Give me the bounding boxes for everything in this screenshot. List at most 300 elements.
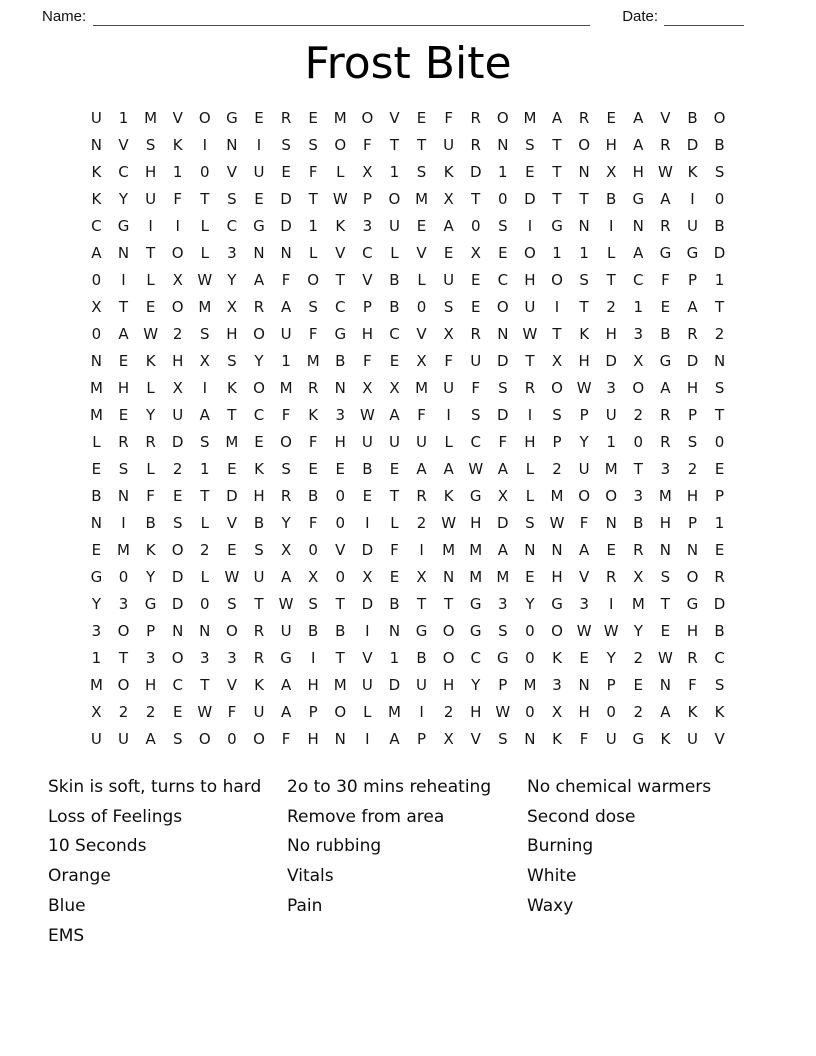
grid-cell-r24c14: X [443,729,454,748]
grid-cell-r21c16: G [497,648,509,667]
grid-cell-r15c3: F [146,486,155,505]
grid-cell-r15c18: M [550,486,564,505]
grid-cell-r10c9: M [306,351,320,370]
grid-cell-r15c9: B [308,486,319,505]
grid-cell-r21c1: 1 [91,648,102,667]
grid-cell-r23c3: 2 [145,702,156,721]
grid-cell-r19c11: D [361,594,374,613]
grid-cell-r20c2: O [117,621,130,640]
grid-cell-r11c14: U [443,378,455,397]
grid-cell-r6c22: G [659,243,672,262]
grid-cell-r6c7: N [253,243,265,262]
grid-cell-r3c21: H [632,162,644,181]
grid-cell-r23c9: P [308,702,318,721]
word-list-item: Burning [527,836,594,857]
grid-cell-r10c20: D [605,351,617,370]
grid-cell-r19c15: G [469,594,482,613]
grid-cell-r12c5: A [199,405,210,424]
grid-cell-r15c2: N [117,486,130,505]
grid-cell-r16c12: L [390,513,399,532]
grid-cell-r9c1: 0 [91,324,102,343]
grid-cell-r10c14: F [444,351,453,370]
grid-cell-r5c15: 0 [470,216,481,235]
grid-cell-r4c6: S [227,189,237,208]
grid-cell-r14c3: L [146,459,155,478]
grid-cell-r14c8: S [281,459,291,478]
grid-cell-r11c20: 3 [606,378,616,397]
grid-cell-r4c2: Y [118,189,129,208]
grid-cell-r19c5: 0 [200,594,210,613]
grid-cell-r7c6: Y [227,270,237,289]
grid-cell-r20c17: 0 [525,621,535,640]
grid-cell-r10c6: S [227,351,237,370]
grid-cell-r5c17: I [527,216,533,235]
grid-cell-r11c22: A [660,378,671,397]
grid-cell-r7c22: F [661,270,670,289]
grid-cell-r12c20: U [605,405,617,424]
grid-cell-r17c9: 0 [308,540,318,559]
grid-cell-r6c3: T [146,243,156,262]
grid-cell-r3c16: 1 [498,162,508,181]
grid-cell-r6c18: 1 [552,243,562,262]
grid-cell-r17c16: A [497,540,508,559]
grid-cell-r23c19: H [578,702,590,721]
grid-cell-r24c24: V [714,729,725,748]
grid-cell-r19c9: S [308,594,318,613]
grid-cell-r20c21: Y [633,621,643,640]
grid-cell-r3c10: L [336,162,345,181]
grid-cell-r6c12: L [390,243,399,262]
word-list-item: Blue [48,895,86,916]
grid-cell-r8c17: U [524,297,536,316]
grid-cell-r13c20: 1 [606,432,616,451]
grid-cell-r9c11: H [361,324,373,343]
grid-cell-r10c21: X [633,351,644,370]
grid-cell-r9c2: A [118,324,129,343]
grid-cell-r13c21: 0 [633,432,644,451]
grid-cell-r14c22: 3 [660,459,671,478]
grid-cell-r21c9: I [310,648,316,667]
grid-cell-r12c13: F [417,405,426,424]
grid-cell-r14c6: E [227,459,237,478]
grid-cell-r6c14: E [443,243,454,262]
grid-cell-r12c9: K [308,405,319,424]
grid-cell-r22c22: N [659,675,671,694]
grid-cell-r8c9: S [308,297,318,316]
grid-cell-r16c19: F [579,513,589,532]
grid-cell-r15c15: G [469,486,482,505]
grid-cell-r8c22: E [660,297,671,316]
grid-cell-r2c5: I [202,135,208,154]
grid-cell-r5c9: 1 [308,216,318,235]
grid-cell-r18c12: E [389,567,400,586]
grid-cell-r12c17: I [527,405,533,424]
grid-cell-r14c7: K [254,459,264,478]
grid-cell-r16c2: I [121,513,126,532]
word-list-item: Vitals [287,866,334,887]
grid-cell-r4c19: T [579,189,589,208]
word-list-item: Orange [48,866,111,887]
grid-cell-r22c4: C [172,675,183,694]
grid-cell-r7c4: X [172,270,183,289]
grid-cell-r16c5: L [200,513,209,532]
grid-cell-r7c2: I [121,270,126,289]
grid-cell-r2c13: T [416,135,427,154]
grid-cell-r24c19: F [579,729,589,748]
grid-cell-r24c5: O [198,729,211,748]
grid-cell-r4c13: M [415,189,429,208]
grid-cell-r24c11: I [365,729,370,748]
grid-cell-r21c14: O [442,648,455,667]
grid-cell-r16c15: H [470,513,482,532]
grid-cell-r13c17: H [524,432,536,451]
grid-cell-r1c14: F [444,108,453,127]
grid-cell-r18c22: S [660,567,671,586]
name-label: Name: [42,8,87,25]
grid-cell-r16c3: B [145,513,156,532]
grid-cell-r22c15: Y [471,675,481,694]
grid-cell-r13c24: 0 [714,432,725,451]
grid-cell-r10c18: X [551,351,563,370]
grid-cell-r19c4: D [171,594,184,613]
grid-cell-r23c8: A [280,702,292,721]
grid-cell-r16c1: N [90,513,103,532]
grid-cell-r10c12: E [389,351,400,370]
grid-cell-r4c22: A [660,189,671,208]
grid-cell-r1c4: V [172,108,183,127]
grid-cell-r5c10: K [335,216,346,235]
grid-cell-r6c16: E [498,243,508,262]
grid-cell-r12c21: 2 [633,405,644,424]
grid-cell-r8c4: O [171,297,184,316]
grid-cell-r15c17: L [525,486,535,505]
grid-cell-r11c24: S [714,378,725,397]
grid-cell-r13c3: R [145,432,156,451]
grid-cell-r23c20: 0 [606,702,616,721]
grid-cell-r17c15: M [469,540,483,559]
grid-cell-r15c14: K [443,486,454,505]
grid-cell-r7c18: O [551,270,563,289]
grid-cell-r12c1: M [89,405,103,424]
grid-cell-r22c21: E [633,675,644,694]
grid-cell-r12c2: E [118,405,129,424]
grid-cell-r23c7: U [253,702,265,721]
grid-cell-r20c11: I [365,621,370,640]
grid-cell-r3c2: C [118,162,129,181]
grid-cell-r2c11: F [363,135,372,154]
grid-cell-r13c12: U [388,432,400,451]
grid-cell-r5c3: I [148,216,153,235]
grid-cell-r23c1: X [91,702,102,721]
grid-cell-r20c9: B [308,621,319,640]
grid-cell-r4c15: T [471,189,481,208]
grid-cell-r4c12: O [388,189,401,208]
grid-cell-r8c10: C [335,297,346,316]
grid-cell-r4c10: W [332,189,348,208]
grid-cell-r14c21: T [633,459,643,478]
grid-cell-r13c10: H [334,432,346,451]
grid-cell-r3c23: K [687,162,698,181]
grid-cell-r17c24: E [714,540,725,559]
grid-cell-r21c8: G [280,648,292,667]
grid-cell-r2c21: A [633,135,644,154]
grid-cell-r16c23: P [687,513,697,532]
grid-cell-r3c20: X [606,162,617,181]
grid-cell-r9c3: W [143,324,159,343]
grid-cell-r10c22: G [659,351,672,370]
grid-cell-r5c6: C [226,216,238,235]
grid-cell-r3c6: V [226,162,238,181]
grid-cell-r3c13: S [416,162,427,181]
grid-cell-r9c14: X [443,324,454,343]
grid-cell-r5c8: D [280,216,292,235]
grid-cell-r10c4: H [172,351,184,370]
grid-cell-r3c5: 0 [200,162,210,181]
grid-cell-r5c1: C [91,216,102,235]
grid-cell-r14c9: E [308,459,318,478]
grid-cell-r15c6: D [226,486,238,505]
grid-cell-r8c14: S [443,297,454,316]
grid-cell-r11c18: O [551,378,563,397]
grid-cell-r23c21: 2 [633,702,644,721]
grid-cell-r18c1: G [90,567,103,586]
grid-cell-r17c11: D [361,540,374,559]
grid-cell-r24c21: G [632,729,645,748]
grid-cell-r16c14: W [441,513,457,532]
word-list-item: 2o to 30 mins reheating [287,777,492,797]
grid-cell-r5c2: G [117,216,130,235]
grid-cell-r1c23: B [687,108,698,127]
grid-cell-r19c6: S [227,594,237,613]
grid-cell-r11c5: I [202,378,208,397]
grid-cell-r17c10: V [335,540,346,559]
grid-cell-r24c6: 0 [227,729,237,748]
grid-cell-r15c12: T [389,486,400,505]
grid-cell-r23c6: F [227,702,237,721]
grid-cell-r2c15: R [470,135,481,154]
grid-cell-r24c1: U [90,729,102,748]
grid-cell-r18c2: 0 [118,567,129,586]
grid-cell-r6c10: V [335,243,346,262]
grid-cell-r22c11: U [361,675,373,694]
grid-cell-r13c16: F [498,432,508,451]
grid-cell-r22c13: U [416,675,428,694]
grid-cell-r8c21: 1 [633,297,644,316]
grid-cell-r7c5: W [197,270,213,289]
grid-cell-r1c12: V [389,108,400,127]
grid-cell-r22c9: H [307,675,319,694]
grid-cell-r13c7: E [254,432,264,451]
grid-cell-r6c17: O [524,243,536,262]
grid-cell-r2c4: K [172,135,183,154]
grid-cell-r8c6: X [226,297,238,316]
grid-cell-r11c4: X [172,378,183,397]
grid-cell-r10c2: E [118,351,129,370]
grid-cell-r11c15: F [471,378,481,397]
grid-cell-r15c10: 0 [335,486,346,505]
grid-cell-r4c7: E [254,189,264,208]
grid-cell-r5c16: S [498,216,508,235]
grid-cell-r15c8: R [280,486,292,505]
grid-cell-r15c20: O [605,486,618,505]
grid-cell-r10c19: H [578,351,590,370]
grid-cell-r2c14: U [443,135,455,154]
grid-cell-r4c3: U [145,189,157,208]
grid-cell-r22c7: K [254,675,264,694]
grid-cell-r8c2: T [118,297,129,316]
grid-cell-r12c4: U [172,405,184,424]
grid-cell-r11c7: O [253,378,265,397]
grid-cell-r1c1: U [90,108,102,127]
grid-cell-r5c12: U [388,216,400,235]
grid-cell-r11c8: M [279,378,293,397]
grid-cell-r18c14: N [443,567,455,586]
grid-cell-r16c8: Y [281,513,291,532]
grid-cell-r9c5: S [200,324,210,343]
grid-cell-r1c9: E [308,108,318,127]
grid-cell-r3c8: E [281,162,291,181]
grid-cell-r7c11: V [362,270,373,289]
grid-cell-r22c23: F [688,675,697,694]
grid-cell-r10c1: N [90,351,103,370]
grid-cell-r3c24: S [714,162,725,181]
grid-cell-r13c11: U [361,432,373,451]
grid-cell-r13c13: U [416,432,428,451]
grid-cell-r3c22: W [657,162,673,181]
grid-cell-r7c15: E [470,270,481,289]
grid-cell-r9c19: K [579,324,590,343]
grid-cell-r4c8: D [280,189,292,208]
grid-cell-r13c22: R [660,432,671,451]
grid-cell-r14c18: 2 [552,459,562,478]
grid-cell-r20c18: O [551,621,563,640]
grid-cell-r4c23: I [690,189,695,208]
grid-cell-r1c11: O [361,108,374,127]
grid-cell-r14c10: E [335,459,345,478]
grid-cell-r4c21: G [632,189,645,208]
grid-cell-r6c11: C [362,243,373,262]
grid-cell-r12c18: S [552,405,562,424]
grid-cell-r8c24: T [714,297,725,316]
grid-cell-r19c8: W [278,594,294,613]
grid-cell-r22c18: 3 [552,675,562,694]
grid-cell-r5c23: U [686,216,698,235]
grid-cell-r19c21: M [631,594,645,613]
grid-cell-r17c2: M [117,540,130,559]
grid-cell-r23c18: X [551,702,563,721]
grid-cell-r24c9: H [307,729,319,748]
word-list-item: White [527,866,577,887]
grid-cell-r11c13: M [415,378,429,397]
grid-cell-r11c2: H [117,378,130,397]
grid-cell-r7c24: 1 [714,270,725,289]
grid-cell-r7c8: F [281,270,291,289]
grid-cell-r4c4: F [173,189,183,208]
grid-cell-r1c2: 1 [118,108,129,127]
header [0,0,816,26]
grid-cell-r5c24: B [714,216,725,235]
grid-cell-r7c9: O [307,270,320,289]
grid-cell-r14c5: 1 [200,459,210,478]
word-search-grid [83,104,733,752]
grid-cell-r20c8: U [280,621,292,640]
grid-cell-r6c20: L [607,243,616,262]
word-list-column-1 [48,773,287,951]
word-list-item: Loss of Feelings [48,806,183,827]
grid-cell-r18c15: M [469,567,483,586]
grid-cell-r21c23: R [687,648,698,667]
grid-cell-r13c2: R [118,432,129,451]
grid-cell-r16c24: 1 [714,513,725,532]
word-list-item: 10 Seconds [48,836,147,857]
grid-cell-r8c15: E [470,297,481,316]
grid-cell-r10c13: X [416,351,427,370]
grid-cell-r2c17: S [525,135,535,154]
grid-cell-r2c3: S [145,135,156,154]
grid-cell-r18c8: A [280,567,292,586]
grid-cell-r4c18: T [552,189,562,208]
grid-cell-r3c11: X [362,162,373,181]
grid-cell-r23c12: M [387,702,401,721]
grid-cell-r24c16: S [498,729,508,748]
grid-cell-r20c12: N [388,621,401,640]
grid-cell-r2c22: R [660,135,671,154]
grid-cell-r11c10: N [334,378,346,397]
grid-cell-r3c9: F [308,162,318,181]
grid-cell-r7c12: B [389,270,400,289]
grid-cell-r20c14: O [442,621,455,640]
grid-cell-r4c1: K [91,189,102,208]
grid-cell-r11c19: W [576,378,592,397]
grid-cell-r7c20: T [606,270,616,289]
grid-cell-r8c12: B [389,297,400,316]
grid-cell-r20c15: G [469,621,482,640]
grid-cell-r2c19: O [578,135,591,154]
grid-cell-r4c24: 0 [714,189,725,208]
grid-cell-r10c15: U [470,351,482,370]
grid-cell-r18c19: V [578,567,590,586]
grid-cell-r11c23: H [686,378,699,397]
grid-cell-r14c1: E [91,459,102,478]
grid-cell-r19c1: Y [91,594,101,613]
grid-cell-r20c10: B [335,621,346,640]
grid-cell-r19c3: G [144,594,157,613]
grid-cell-r16c16: D [497,513,509,532]
grid-cell-r1c17: M [523,108,537,127]
grid-cell-r9c7: O [253,324,265,343]
grid-cell-r22c3: H [144,675,157,694]
grid-cell-r11c3: L [146,378,155,397]
grid-cell-r22c2: O [117,675,130,694]
grid-cell-r22c8: A [280,675,292,694]
grid-cell-r12c24: T [714,405,725,424]
grid-cell-r1c3: M [144,108,158,127]
grid-cell-r16c17: S [525,513,535,532]
grid-cell-r7c14: U [443,270,455,289]
word-list-column-2 [287,773,527,951]
grid-cell-r17c18: N [551,540,563,559]
grid-cell-r12c23: P [687,405,697,424]
grid-cell-r14c16: A [497,459,508,478]
grid-cell-r18c23: O [686,567,699,586]
grid-cell-r18c4: D [171,567,184,586]
grid-cell-r17c4: O [171,540,184,559]
grid-cell-r19c2: 3 [118,594,129,613]
grid-cell-r24c20: U [605,729,617,748]
grid-cell-r1c13: E [416,108,427,127]
grid-cell-r22c24: S [714,675,725,694]
grid-cell-r9c10: G [334,324,347,343]
